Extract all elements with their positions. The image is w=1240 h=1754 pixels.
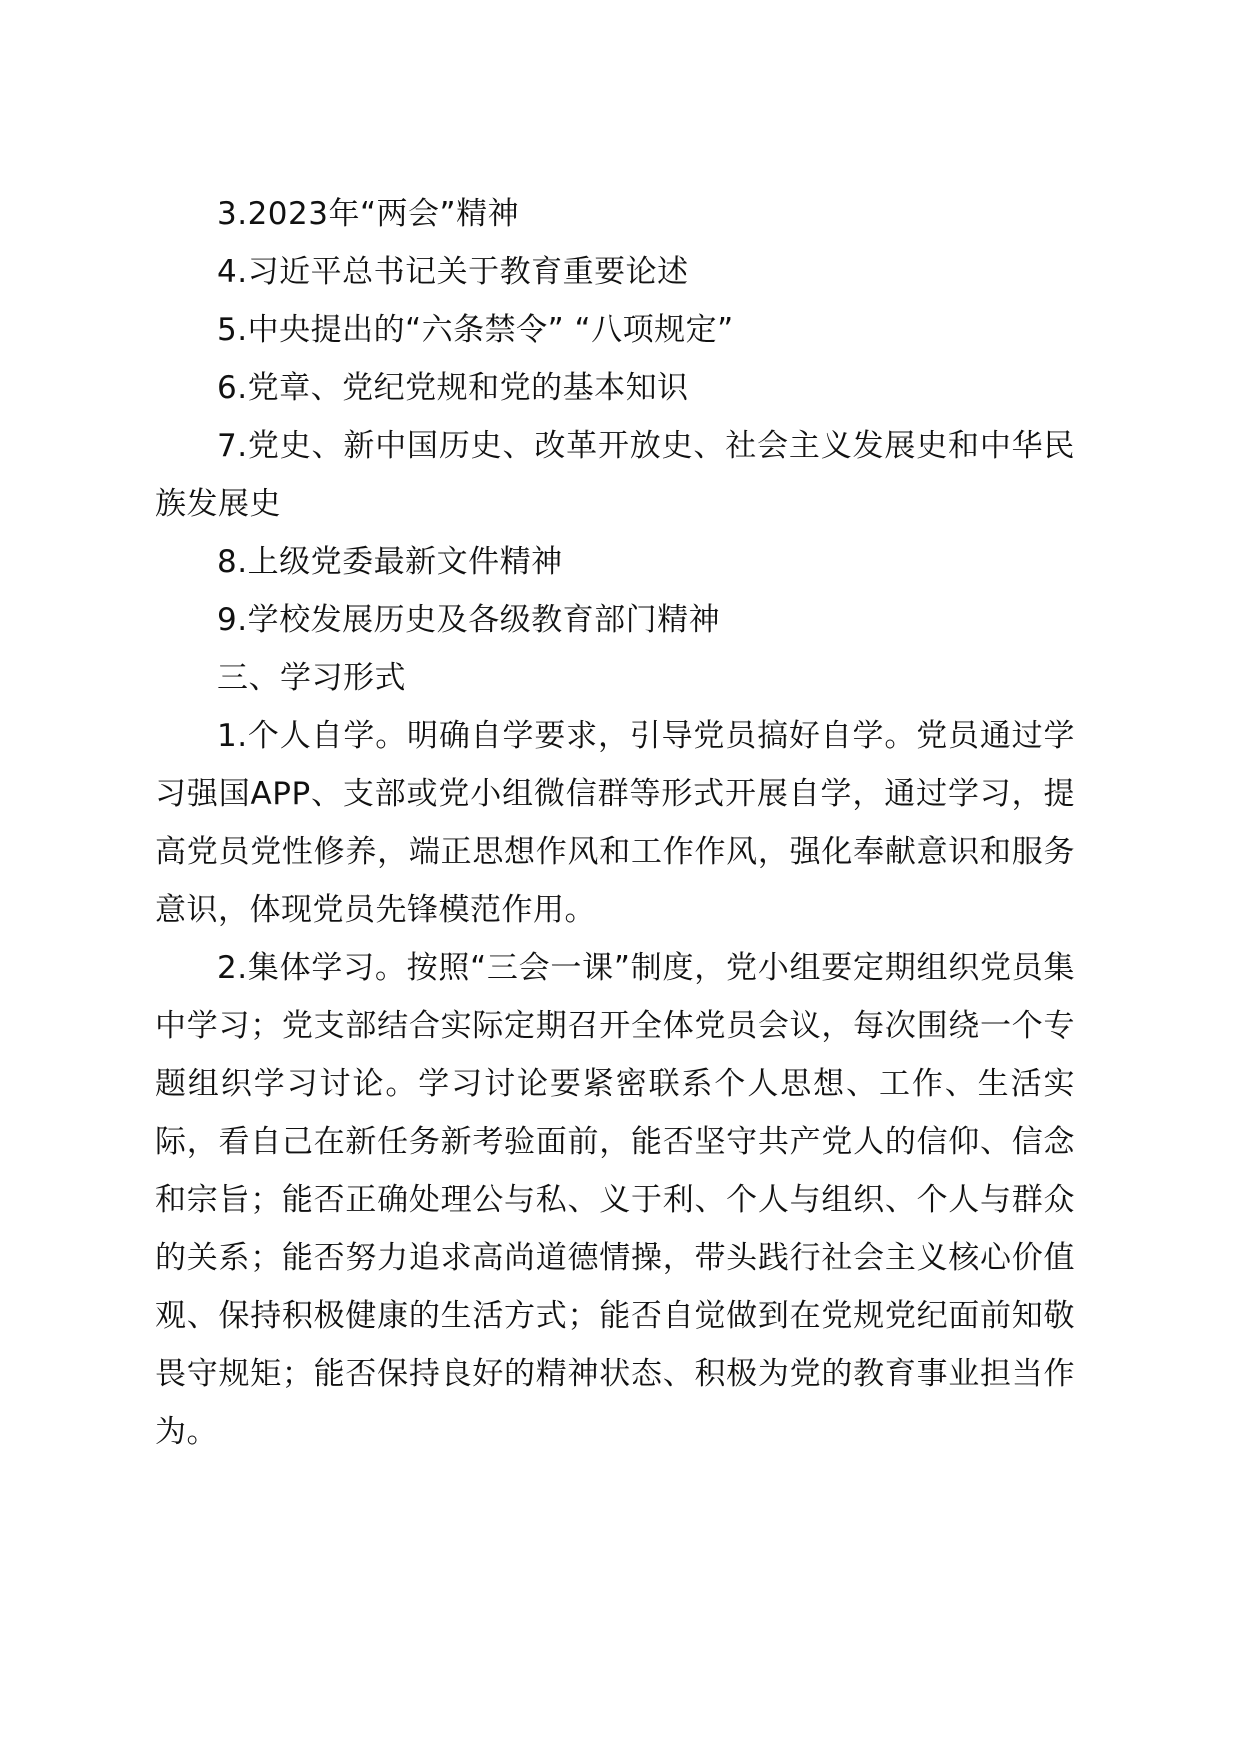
paragraph-self-study: 1.个人自学。明确自学要求，引导党员搞好自学。党员通过学习强国APP、支部或党小组微信群等形式开展自学，通过学习，提高党员党性修养，端正思想作风和工作作风，强化奉献意识和服务意识，体现党员先锋模范作用。 <box>155 718 1075 928</box>
list-item-history: 7.党史、新中国历史、改革开放史、社会主义发展史和中华民族发展史 <box>155 428 1075 522</box>
paragraph-group-study: 2.集体学习。按照“三会一课”制度，党小组要定期组织党员集中学习；党支部结合实际定期召开全体党员会议，每次围绕一个专题组织学习讨论。学习讨论要紧密联系个人思想、工作、生活实际，看自己在新任务新考验面前，能否坚守共产党人的信仰、信念和宗旨；能否正确处理公与私、义于利、个人与组织、个人与群众的关系；能否努力追求高尚道德情操，带头践行社会主义核心价值观、保持积极健康的生活方式；能否自觉做到在党规党纪面前知敬畏守规矩；能否保持良好的精神状态、积极为党的教育事业担当作为。 <box>155 950 1075 1450</box>
list-item-two-sessions: 3.2023年“两会”精神 <box>217 196 520 232</box>
list-item-party-documents: 8.上级党委最新文件精神 <box>217 544 563 580</box>
list-item-party-constitution: 6.党章、党纪党规和党的基本知识 <box>217 370 689 406</box>
list-item-school-history: 9.学校发展历史及各级教育部门精神 <box>217 602 721 638</box>
list-item-regulations: 5.中央提出的“六条禁令” “八项规定” <box>217 312 734 348</box>
list-item-education-remarks: 4.习近平总书记关于教育重要论述 <box>217 254 689 290</box>
document-body <box>155 185 1075 1461</box>
section-heading-study-forms: 三、学习形式 <box>217 660 406 696</box>
